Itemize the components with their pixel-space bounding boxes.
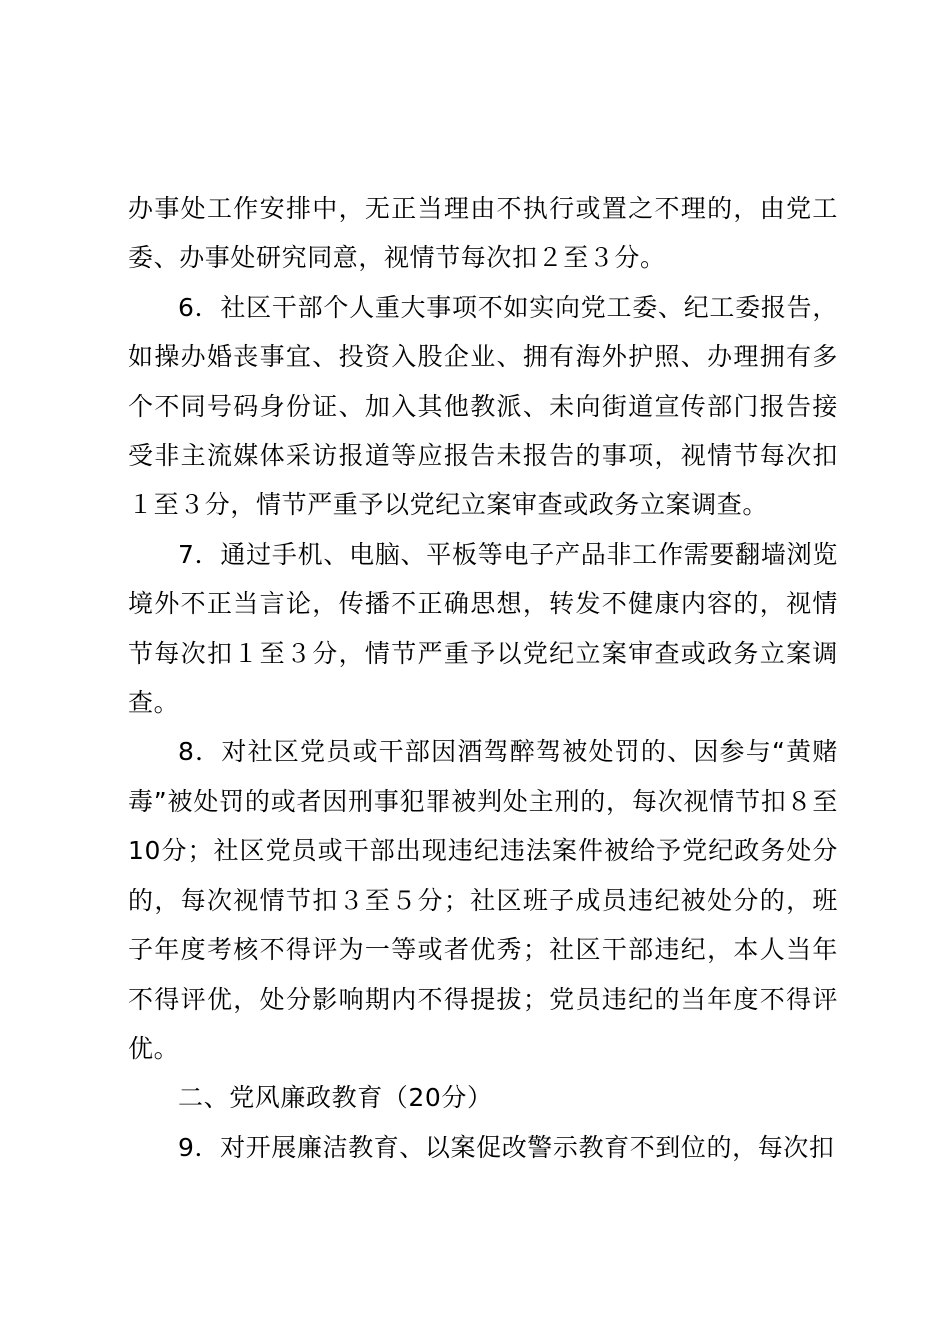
paragraph-item-7: 7．通过手机、电脑、平板等电子产品非工作需要翻墙浏览境外不正当言论，传播不正确思想，转发不健康内容的，视情节每次扣１至３分，情节严重予以党纪立案审查或政务立案调查。 xyxy=(128,539,838,718)
paragraph-item-9: 9．对开展廉洁教育、以案促改警示教育不到位的，每次扣 xyxy=(178,1132,835,1162)
section-heading-2: 二、党风廉政教育（20分） xyxy=(178,1083,493,1113)
paragraph-continuation: 办事处工作安排中，无正当理由不执行或置之不理的，由党工委、办事处研究同意，视情节每次扣２至３分。 xyxy=(128,194,838,273)
paragraph-item-8: 8．对社区党员或干部因酒驾醉驾被处罚的、因参与“黄赌毒”被处罚的或者因刑事犯罪被判处主刑的，每次视情节扣８至10分；社区党员或干部出现违纪违法案件被给予党纪政务处分的，每次视情节扣３至５分；社区班子成员违纪被处分的，班子年度考核不得评为一等或者优秀；社区干部违纪，本人当年不得评优，处分影响期内不得提拔；党员违纪的当年度不得评优。 xyxy=(128,737,838,1063)
document-body xyxy=(128,184,838,1172)
paragraph-item-6: 6．社区干部个人重大事项不如实向党工委、纪工委报告，如操办婚丧事宜、投资入股企业、拥有海外护照、办理拥有多个不同号码身份证、加入其他教派、未向街道宣传部门报告接受非主流媒体采访报道等应报告未报告的事项，视情节每次扣１至３分，情节严重予以党纪立案审查或政务立案调查。 xyxy=(128,292,838,520)
